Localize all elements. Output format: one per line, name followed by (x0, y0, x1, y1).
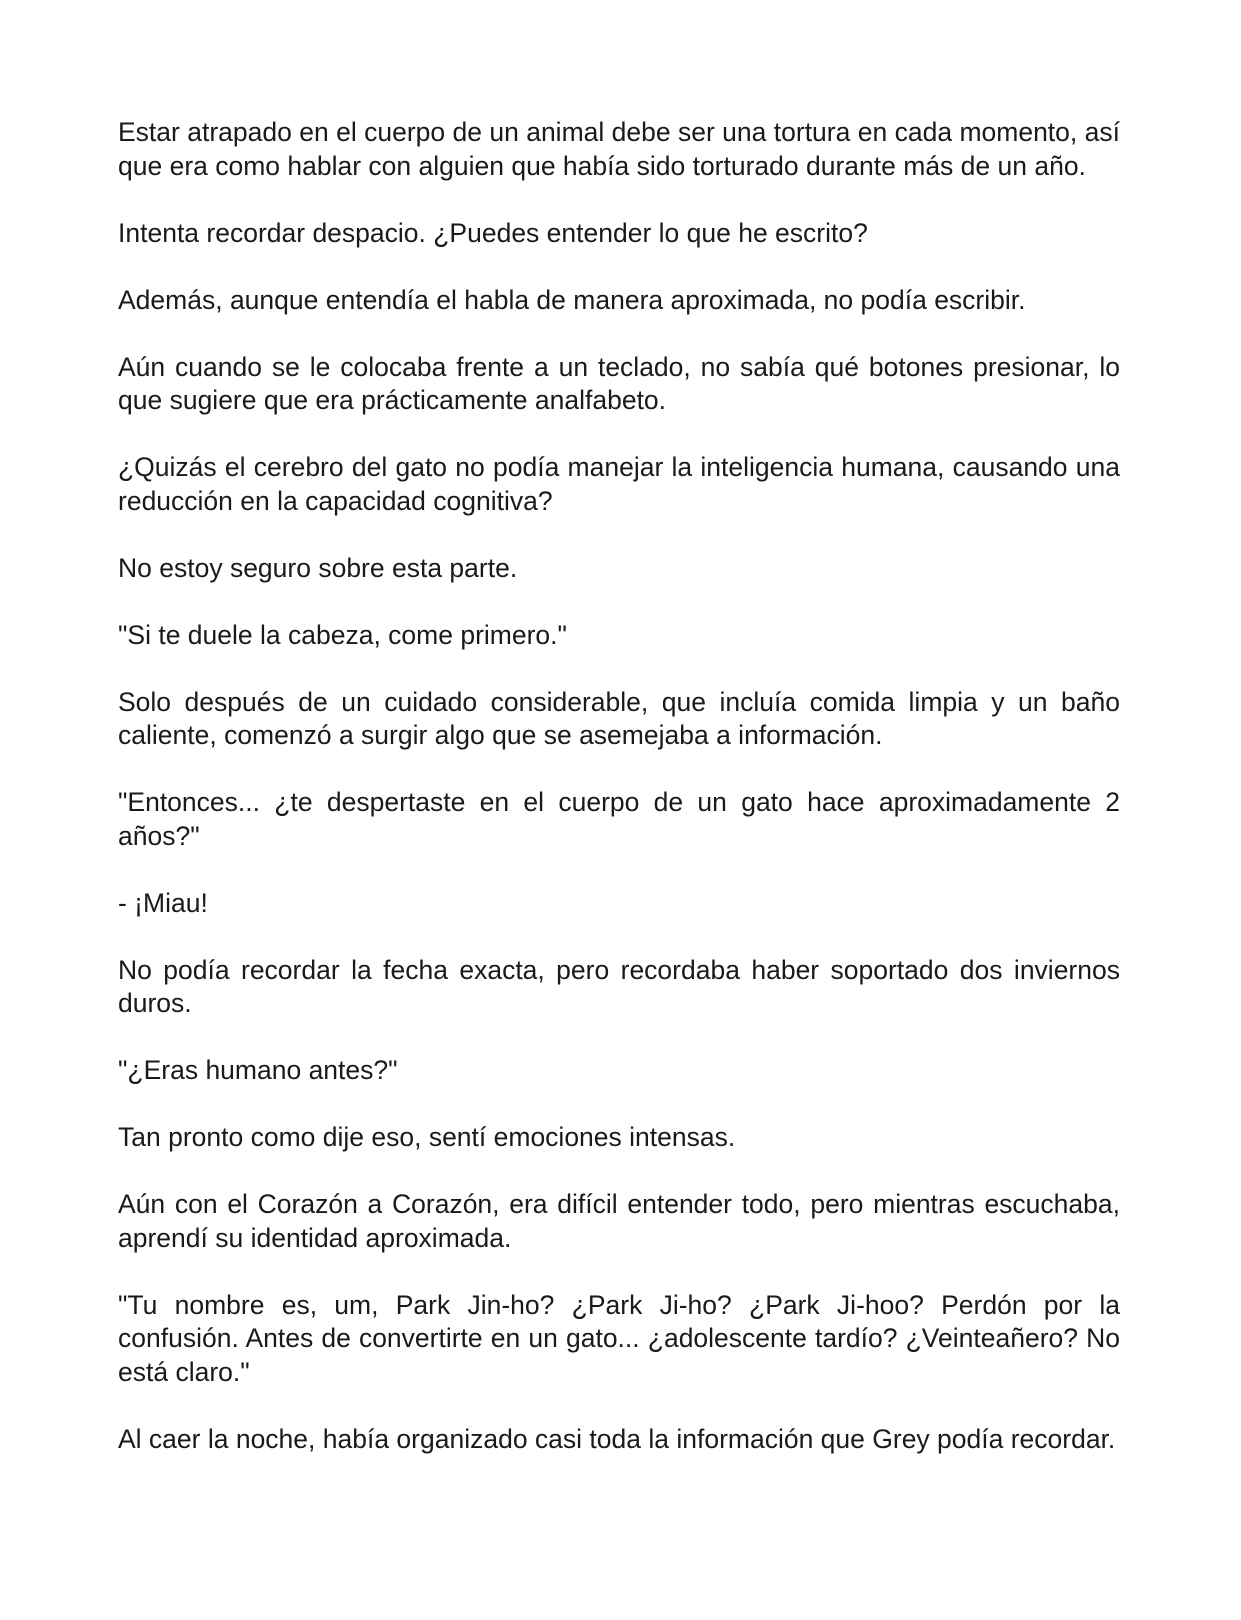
paragraph-5: ¿Quizás el cerebro del gato no podía manejar la inteligencia humana, causando una reducción en la capacidad cognitiva? (118, 452, 1120, 516)
document-page (118, 116, 1120, 1490)
paragraph-10: - ¡Miau! (118, 887, 208, 918)
paragraph-12: "¿Eras humano antes?" (118, 1055, 398, 1085)
paragraph-6: No estoy seguro sobre esta parte. (118, 552, 518, 583)
paragraph-1: Estar atrapado en el cuerpo de un animal debe ser una tortura en cada momento, así que era como hablar con alguien que había sido torturado durante más de un año. (118, 117, 1120, 181)
paragraph-3: Además, aunque entendía el habla de manera aproximada, no podía escribir. (118, 284, 1026, 315)
paragraph-14: Aún con el Corazón a Corazón, era difícil entender todo, pero mientras escuchaba, aprendí su identidad aproximada. (118, 1189, 1120, 1253)
paragraph-7: "Si te duele la cabeza, come primero." (118, 619, 567, 650)
paragraph-11: No podía recordar la fecha exacta, pero recordaba haber soportado dos inviernos duros. (118, 954, 1120, 1018)
paragraph-16: Al caer la noche, había organizado casi toda la información que Grey podía recordar. (118, 1423, 1116, 1454)
paragraph-8: Solo después de un cuidado considerable, que incluía comida limpia y un baño caliente, comenzó a surgir algo que se asemejaba a información. (118, 686, 1120, 750)
paragraph-13: Tan pronto como dije eso, sentí emociones intensas. (118, 1122, 736, 1152)
paragraph-4: Aún cuando se le colocaba frente a un teclado, no sabía qué botones presionar, lo que sugiere que era prácticamente analfabeto. (118, 351, 1120, 415)
paragraph-9: "Entonces... ¿te despertaste en el cuerpo de un gato hace aproximadamente 2 años?" (118, 787, 1120, 851)
paragraph-15: "Tu nombre es, um, Park Jin-ho? ¿Park Ji-ho? ¿Park Ji-hoo? Perdón por la confusión. Antes de convertirte en un gato... ¿adolescente tardío? ¿Veinteañero? No está claro." (118, 1289, 1120, 1387)
paragraph-2: Intenta recordar despacio. ¿Puedes entender lo que he escrito? (118, 217, 868, 248)
